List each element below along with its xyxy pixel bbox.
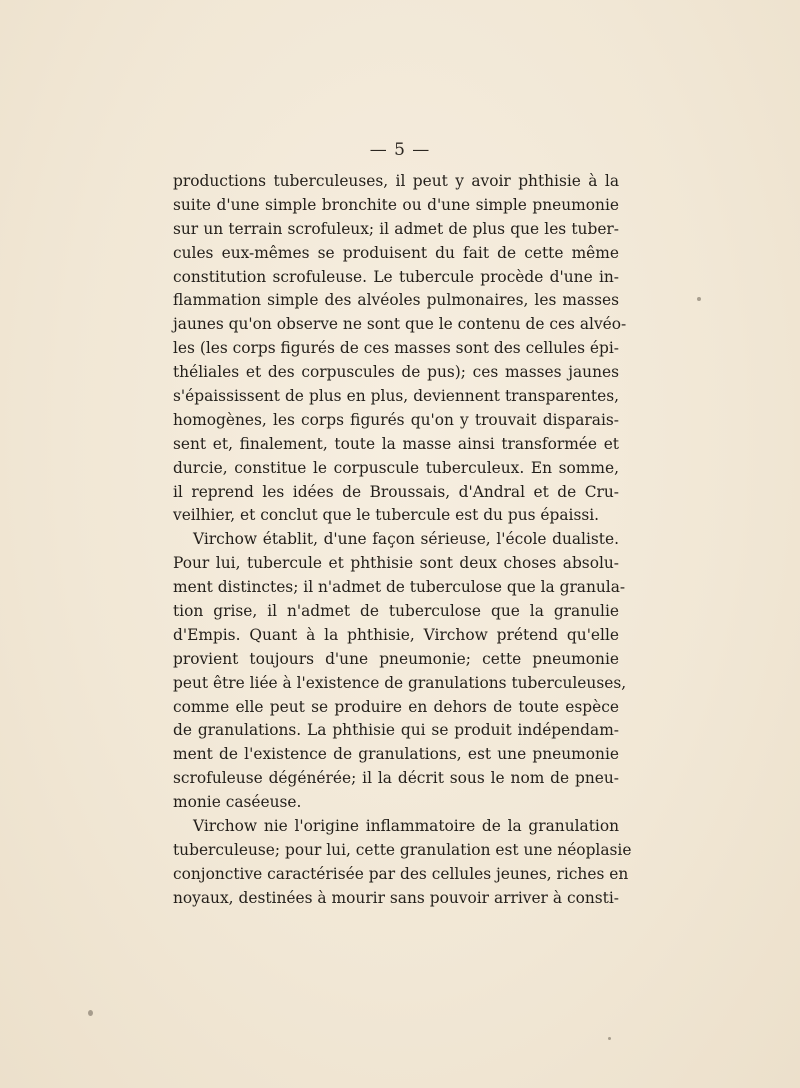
text-line: d'Empis. Quant à la phthisie, Virchow prétend qu'elle xyxy=(173,625,619,644)
paper-speck xyxy=(697,297,701,301)
text-line: ment distinctes; il n'admet de tuberculose que la granula- xyxy=(173,578,626,597)
text-line: sur un terrain scrofuleux; il admet de plus que les tuber- xyxy=(173,219,619,238)
text-line: noyaux, destinées à mourir sans pouvoir arriver à consti- xyxy=(173,888,619,907)
text-line: conjonctive caractérisée par des cellules jeunes, riches en xyxy=(173,864,629,883)
text-line: théliales et des corpuscules de pus); ces masses jaunes xyxy=(173,363,619,382)
text-line: suite d'une simple bronchite ou d'une simple pneumonie xyxy=(173,195,619,214)
text-line: peut être liée à l'existence de granulations tuberculeuses, xyxy=(173,673,627,692)
text-line: jaunes qu'on observe ne sont que le contenu de ces alvéo- xyxy=(173,315,627,334)
text-line: Virchow nie l'origine inflammatoire de la granulation xyxy=(193,817,619,836)
text-line: scrofuleuse dégénérée; il la décrit sous le nom de pneu- xyxy=(173,769,619,788)
text-line: sent et, finalement, toute la masse ainsi transformée et xyxy=(173,434,619,453)
text-line: productions tuberculeuses, il peut y avoir phthisie à la xyxy=(173,172,619,190)
text-line: veilhier, et conclut que le tubercule est du pus épaissi. xyxy=(173,506,600,525)
text-line: monie caséeuse. xyxy=(173,793,302,812)
text-line: flammation simple des alvéoles pulmonaires, les masses xyxy=(173,291,619,310)
paper-speck xyxy=(608,1037,611,1040)
text-line: tuberculeuse; pour lui, cette granulation est une néoplasie xyxy=(173,840,632,859)
text-line: homogènes, les corps figurés qu'on y trouvait disparais- xyxy=(173,410,619,429)
text-line: Pour lui, tubercule et phthisie sont deux choses absolu- xyxy=(173,554,619,573)
paper-speck xyxy=(88,1010,93,1016)
text-line: il reprend les idées de Broussais, d'Andral et de Cru- xyxy=(173,482,619,501)
text-line: Virchow établit, d'une façon sérieuse, l'école dualiste. xyxy=(193,530,619,549)
text-line: tion grise, il n'admet de tuberculose que la granulie xyxy=(173,602,619,621)
text-line: durcie, constitue le corpuscule tuberculeux. En somme, xyxy=(173,458,619,477)
body-text xyxy=(173,170,632,911)
text-line: cules eux-mêmes se produisent du fait de cette même xyxy=(173,243,619,262)
text-line: s'épaississent de plus en plus, deviennent transparentes, xyxy=(173,387,619,406)
text-line: provient toujours d'une pneumonie; cette pneumonie xyxy=(173,649,619,668)
text-line: constitution scrofuleuse. Le tubercule procède d'une in- xyxy=(173,267,619,286)
page-number: — 5 — xyxy=(369,140,431,160)
text-line: les (les corps figurés de ces masses sont des cellules épi- xyxy=(173,339,619,358)
text-line: de granulations. La phthisie qui se produit indépendam- xyxy=(173,721,619,740)
text-line: comme elle peut se produire en dehors de toute espèce xyxy=(173,697,619,716)
text-line: ment de l'existence de granulations, est une pneumonie xyxy=(173,745,619,764)
